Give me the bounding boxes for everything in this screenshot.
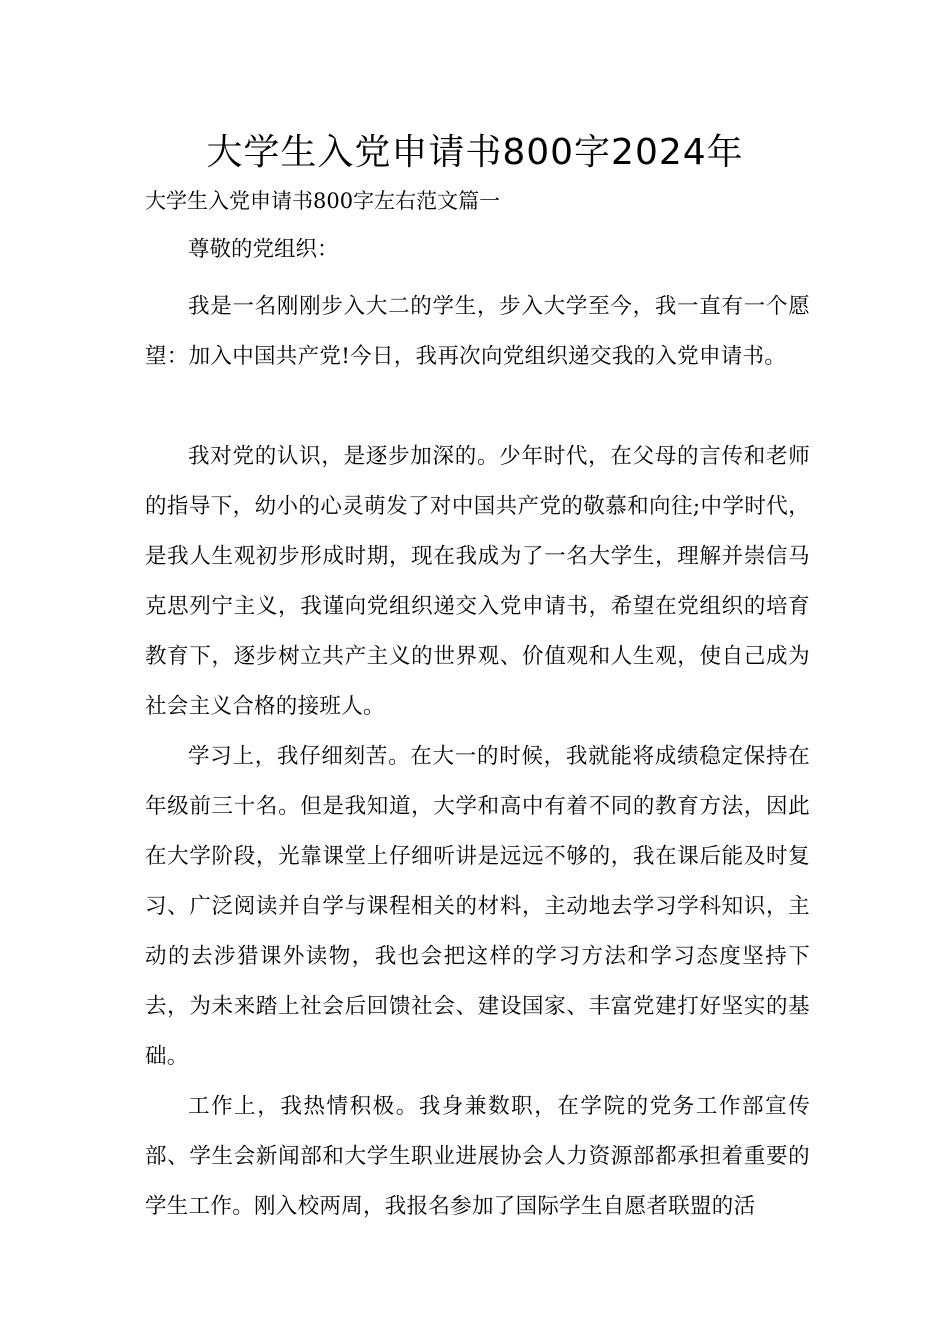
document-subtitle: 大学生入党申请书800字左右范文篇一 (145, 189, 501, 213)
paragraph-3: 学习上，我仔细刻苦。在大一的时候，我就能将成绩稳定保持在年级前三十名。但是我知道，大学和高中有着不同的教育方法，因此在大学阶段，光靠课堂上仔细听讲是远远不够的，我在课后能及时复习、广泛阅读并自学与课程相关的材料，主动地去学习学科知识，主动的去涉猎课外读物，我也会把这样的学习方法和学习态度坚持下去，为未来踏上社会后回馈社会、建设国家、丰富党建打好坚实的基础。 (145, 744, 810, 1069)
document-body (145, 234, 810, 1232)
paragraph-4: 工作上，我热情积极。我身兼数职，在学院的党务工作部宣传部、学生会新闻部和大学生职业进展协会人力资源部都承担着重要的学生工作。刚入校两周，我报名参加了国际学生自愿者联盟的活 (145, 1094, 810, 1219)
paragraph-gap (145, 382, 810, 432)
paragraph-2: 我对党的认识，是逐步加深的。少年时代，在父母的言传和老师的指导下，幼小的心灵萌发了对中国共产党的敬慕和向往;中学时代，是我人生观初步形成时期，现在我成为了一名大学生，理解并崇信马克思列宁主义，我谨向党组织递交入党申请书，希望在党组织的培育教育下，逐步树立共产主义的世界观、价值观和人生观，使自己成为社会主义合格的接班人。 (145, 444, 810, 719)
salutation: 尊敬的党组织： (188, 237, 339, 262)
document-title: 大学生入党申请书800字2024年 (206, 132, 744, 173)
paragraph-1: 我是一名刚刚步入大二的学生，步入大学至今，我一直有一个愿望：加入中国共产党!今日，我再次向党组织递交我的入党申请书。 (145, 294, 810, 369)
